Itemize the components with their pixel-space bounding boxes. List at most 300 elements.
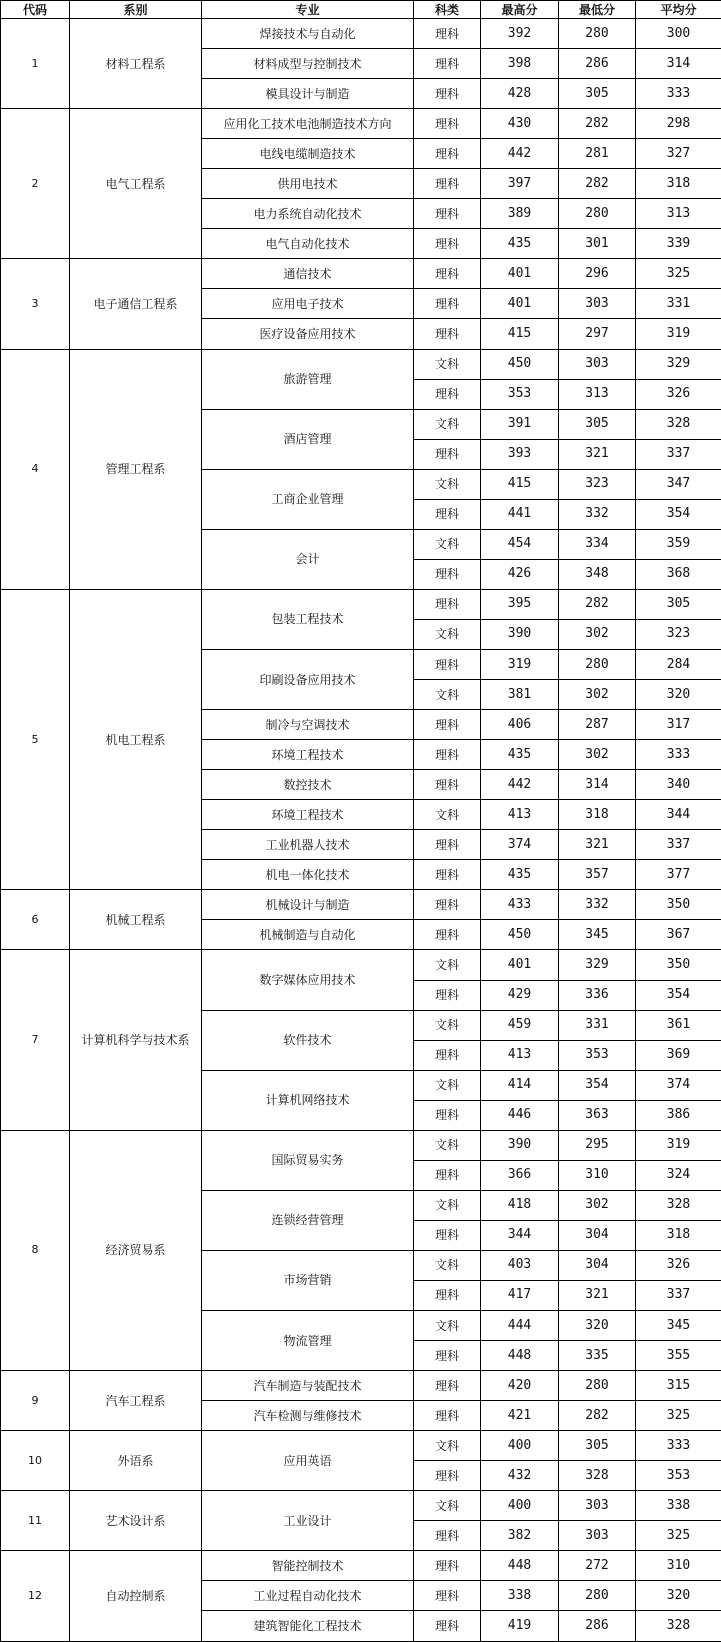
min-score-cell: 331 bbox=[559, 1010, 636, 1040]
min-score-cell: 348 bbox=[559, 559, 636, 589]
major-name-cell: 会计 bbox=[202, 529, 414, 589]
department-name-cell: 电气工程系 bbox=[70, 109, 202, 259]
min-score-cell: 303 bbox=[559, 289, 636, 319]
max-score-cell: 454 bbox=[481, 529, 559, 559]
min-score-cell: 305 bbox=[559, 1431, 636, 1461]
department-code-cell: 2 bbox=[1, 109, 70, 259]
avg-score-cell: 368 bbox=[636, 559, 721, 589]
max-score-cell: 415 bbox=[481, 469, 559, 499]
min-score-cell: 302 bbox=[559, 619, 636, 649]
subject-type-cell: 文科 bbox=[414, 800, 481, 830]
min-score-cell: 328 bbox=[559, 1461, 636, 1491]
subject-type-cell: 文科 bbox=[414, 619, 481, 649]
avg-score-cell: 325 bbox=[636, 259, 721, 289]
min-score-cell: 354 bbox=[559, 1070, 636, 1100]
subject-type-cell: 理科 bbox=[414, 259, 481, 289]
max-score-cell: 389 bbox=[481, 199, 559, 229]
major-name-cell: 工商企业管理 bbox=[202, 469, 414, 529]
subject-type-cell: 理科 bbox=[414, 199, 481, 229]
header-major: 专业 bbox=[202, 1, 414, 19]
subject-type-cell: 文科 bbox=[414, 349, 481, 379]
major-name-cell: 机械制造与自动化 bbox=[202, 920, 414, 950]
max-score-cell: 395 bbox=[481, 589, 559, 619]
avg-score-cell: 318 bbox=[636, 169, 721, 199]
avg-score-cell: 317 bbox=[636, 710, 721, 740]
max-score-cell: 414 bbox=[481, 1070, 559, 1100]
max-score-cell: 433 bbox=[481, 890, 559, 920]
max-score-cell: 442 bbox=[481, 770, 559, 800]
subject-type-cell: 理科 bbox=[414, 589, 481, 619]
avg-score-cell: 325 bbox=[636, 1521, 721, 1551]
min-score-cell: 304 bbox=[559, 1220, 636, 1250]
max-score-cell: 406 bbox=[481, 710, 559, 740]
avg-score-cell: 284 bbox=[636, 649, 721, 679]
avg-score-cell: 319 bbox=[636, 1130, 721, 1160]
min-score-cell: 305 bbox=[559, 79, 636, 109]
min-score-cell: 282 bbox=[559, 169, 636, 199]
max-score-cell: 432 bbox=[481, 1461, 559, 1491]
department-name-cell: 管理工程系 bbox=[70, 349, 202, 589]
major-name-cell: 汽车制造与装配技术 bbox=[202, 1371, 414, 1401]
major-name-cell: 旅游管理 bbox=[202, 349, 414, 409]
avg-score-cell: 337 bbox=[636, 830, 721, 860]
min-score-cell: 334 bbox=[559, 529, 636, 559]
major-name-cell: 酒店管理 bbox=[202, 409, 414, 469]
subject-type-cell: 理科 bbox=[414, 439, 481, 469]
subject-type-cell: 文科 bbox=[414, 1250, 481, 1280]
department-code-cell: 11 bbox=[1, 1491, 70, 1551]
avg-score-cell: 305 bbox=[636, 589, 721, 619]
max-score-cell: 442 bbox=[481, 139, 559, 169]
department-code-cell: 12 bbox=[1, 1551, 70, 1642]
department-name-cell: 外语系 bbox=[70, 1431, 202, 1491]
min-score-cell: 335 bbox=[559, 1341, 636, 1371]
subject-type-cell: 理科 bbox=[414, 109, 481, 139]
subject-type-cell: 理科 bbox=[414, 649, 481, 679]
min-score-cell: 323 bbox=[559, 469, 636, 499]
table-header bbox=[1, 1, 721, 19]
min-score-cell: 310 bbox=[559, 1160, 636, 1190]
subject-type-cell: 理科 bbox=[414, 710, 481, 740]
max-score-cell: 435 bbox=[481, 860, 559, 890]
major-name-cell: 计算机网络技术 bbox=[202, 1070, 414, 1130]
min-score-cell: 282 bbox=[559, 1401, 636, 1431]
avg-score-cell: 323 bbox=[636, 619, 721, 649]
subject-type-cell: 理科 bbox=[414, 229, 481, 259]
avg-score-cell: 361 bbox=[636, 1010, 721, 1040]
max-score-cell: 397 bbox=[481, 169, 559, 199]
table-row bbox=[1, 1551, 721, 1581]
max-score-cell: 381 bbox=[481, 680, 559, 710]
avg-score-cell: 345 bbox=[636, 1311, 721, 1341]
max-score-cell: 448 bbox=[481, 1341, 559, 1371]
header-avg-score: 平均分 bbox=[636, 1, 721, 19]
min-score-cell: 321 bbox=[559, 830, 636, 860]
avg-score-cell: 318 bbox=[636, 1220, 721, 1250]
subject-type-cell: 理科 bbox=[414, 169, 481, 199]
subject-type-cell: 理科 bbox=[414, 19, 481, 49]
major-name-cell: 应用电子技术 bbox=[202, 289, 414, 319]
subject-type-cell: 文科 bbox=[414, 1491, 481, 1521]
min-score-cell: 305 bbox=[559, 409, 636, 439]
major-name-cell: 焊接技术与自动化 bbox=[202, 19, 414, 49]
major-name-cell: 模具设计与制造 bbox=[202, 79, 414, 109]
subject-type-cell: 文科 bbox=[414, 1010, 481, 1040]
avg-score-cell: 350 bbox=[636, 950, 721, 980]
min-score-cell: 304 bbox=[559, 1250, 636, 1280]
min-score-cell: 280 bbox=[559, 19, 636, 49]
subject-type-cell: 文科 bbox=[414, 1130, 481, 1160]
min-score-cell: 357 bbox=[559, 860, 636, 890]
avg-score-cell: 310 bbox=[636, 1551, 721, 1581]
avg-score-cell: 326 bbox=[636, 1250, 721, 1280]
avg-score-cell: 333 bbox=[636, 79, 721, 109]
min-score-cell: 287 bbox=[559, 710, 636, 740]
min-score-cell: 332 bbox=[559, 890, 636, 920]
avg-score-cell: 328 bbox=[636, 409, 721, 439]
major-name-cell: 工业机器人技术 bbox=[202, 830, 414, 860]
table-row bbox=[1, 1491, 721, 1521]
min-score-cell: 282 bbox=[559, 109, 636, 139]
subject-type-cell: 理科 bbox=[414, 740, 481, 770]
major-name-cell: 通信技术 bbox=[202, 259, 414, 289]
subject-type-cell: 理科 bbox=[414, 1521, 481, 1551]
avg-score-cell: 374 bbox=[636, 1070, 721, 1100]
max-score-cell: 401 bbox=[481, 259, 559, 289]
max-score-cell: 382 bbox=[481, 1521, 559, 1551]
header-max-score: 最高分 bbox=[481, 1, 559, 19]
department-name-cell: 电子通信工程系 bbox=[70, 259, 202, 349]
subject-type-cell: 理科 bbox=[414, 49, 481, 79]
max-score-cell: 415 bbox=[481, 319, 559, 349]
subject-type-cell: 理科 bbox=[414, 1611, 481, 1642]
major-name-cell: 材料成型与控制技术 bbox=[202, 49, 414, 79]
max-score-cell: 403 bbox=[481, 1250, 559, 1280]
min-score-cell: 296 bbox=[559, 259, 636, 289]
avg-score-cell: 338 bbox=[636, 1491, 721, 1521]
max-score-cell: 450 bbox=[481, 349, 559, 379]
table-row bbox=[1, 589, 721, 619]
department-name-cell: 机械工程系 bbox=[70, 890, 202, 950]
major-name-cell: 汽车检测与维修技术 bbox=[202, 1401, 414, 1431]
avg-score-cell: 314 bbox=[636, 49, 721, 79]
max-score-cell: 430 bbox=[481, 109, 559, 139]
major-name-cell: 应用化工技术电池制造技术方向 bbox=[202, 109, 414, 139]
avg-score-cell: 367 bbox=[636, 920, 721, 950]
major-name-cell: 电线电缆制造技术 bbox=[202, 139, 414, 169]
min-score-cell: 303 bbox=[559, 349, 636, 379]
max-score-cell: 400 bbox=[481, 1431, 559, 1461]
major-name-cell: 机械设计与制造 bbox=[202, 890, 414, 920]
major-name-cell: 印刷设备应用技术 bbox=[202, 649, 414, 709]
max-score-cell: 344 bbox=[481, 1220, 559, 1250]
max-score-cell: 366 bbox=[481, 1160, 559, 1190]
department-code-cell: 4 bbox=[1, 349, 70, 589]
avg-score-cell: 333 bbox=[636, 740, 721, 770]
table-row bbox=[1, 19, 721, 49]
subject-type-cell: 文科 bbox=[414, 1431, 481, 1461]
department-name-cell: 汽车工程系 bbox=[70, 1371, 202, 1431]
min-score-cell: 302 bbox=[559, 680, 636, 710]
max-score-cell: 420 bbox=[481, 1371, 559, 1401]
avg-score-cell: 369 bbox=[636, 1040, 721, 1070]
avg-score-cell: 331 bbox=[636, 289, 721, 319]
department-code-cell: 7 bbox=[1, 950, 70, 1130]
table-row bbox=[1, 890, 721, 920]
min-score-cell: 301 bbox=[559, 229, 636, 259]
subject-type-cell: 理科 bbox=[414, 379, 481, 409]
subject-type-cell: 理科 bbox=[414, 980, 481, 1010]
avg-score-cell: 340 bbox=[636, 770, 721, 800]
department-code-cell: 10 bbox=[1, 1431, 70, 1491]
major-name-cell: 物流管理 bbox=[202, 1311, 414, 1371]
avg-score-cell: 325 bbox=[636, 1401, 721, 1431]
subject-type-cell: 理科 bbox=[414, 559, 481, 589]
department-code-cell: 6 bbox=[1, 890, 70, 950]
avg-score-cell: 333 bbox=[636, 1431, 721, 1461]
avg-score-cell: 327 bbox=[636, 139, 721, 169]
subject-type-cell: 理科 bbox=[414, 1100, 481, 1130]
subject-type-cell: 理科 bbox=[414, 499, 481, 529]
avg-score-cell: 329 bbox=[636, 349, 721, 379]
avg-score-cell: 326 bbox=[636, 379, 721, 409]
avg-score-cell: 337 bbox=[636, 439, 721, 469]
max-score-cell: 390 bbox=[481, 1130, 559, 1160]
subject-type-cell: 理科 bbox=[414, 860, 481, 890]
avg-score-cell: 386 bbox=[636, 1100, 721, 1130]
max-score-cell: 338 bbox=[481, 1581, 559, 1611]
subject-type-cell: 理科 bbox=[414, 319, 481, 349]
major-name-cell: 智能控制技术 bbox=[202, 1551, 414, 1581]
max-score-cell: 374 bbox=[481, 830, 559, 860]
avg-score-cell: 344 bbox=[636, 800, 721, 830]
min-score-cell: 282 bbox=[559, 589, 636, 619]
min-score-cell: 332 bbox=[559, 499, 636, 529]
major-name-cell: 机电一体化技术 bbox=[202, 860, 414, 890]
table-row bbox=[1, 1371, 721, 1401]
department-name-cell: 自动控制系 bbox=[70, 1551, 202, 1642]
max-score-cell: 435 bbox=[481, 229, 559, 259]
min-score-cell: 320 bbox=[559, 1311, 636, 1341]
header-code: 代码 bbox=[1, 1, 70, 19]
avg-score-cell: 377 bbox=[636, 860, 721, 890]
subject-type-cell: 文科 bbox=[414, 469, 481, 499]
avg-score-cell: 347 bbox=[636, 469, 721, 499]
avg-score-cell: 298 bbox=[636, 109, 721, 139]
department-name-cell: 机电工程系 bbox=[70, 589, 202, 889]
subject-type-cell: 文科 bbox=[414, 1311, 481, 1341]
min-score-cell: 302 bbox=[559, 1190, 636, 1220]
department-name-cell: 艺术设计系 bbox=[70, 1491, 202, 1551]
subject-type-cell: 文科 bbox=[414, 950, 481, 980]
max-score-cell: 459 bbox=[481, 1010, 559, 1040]
subject-type-cell: 理科 bbox=[414, 890, 481, 920]
subject-type-cell: 文科 bbox=[414, 1070, 481, 1100]
min-score-cell: 297 bbox=[559, 319, 636, 349]
max-score-cell: 401 bbox=[481, 950, 559, 980]
major-name-cell: 数控技术 bbox=[202, 770, 414, 800]
major-name-cell: 软件技术 bbox=[202, 1010, 414, 1070]
max-score-cell: 429 bbox=[481, 980, 559, 1010]
major-name-cell: 环境工程技术 bbox=[202, 800, 414, 830]
max-score-cell: 428 bbox=[481, 79, 559, 109]
max-score-cell: 417 bbox=[481, 1280, 559, 1310]
subject-type-cell: 文科 bbox=[414, 1190, 481, 1220]
max-score-cell: 448 bbox=[481, 1551, 559, 1581]
min-score-cell: 286 bbox=[559, 1611, 636, 1642]
major-name-cell: 工业过程自动化技术 bbox=[202, 1581, 414, 1611]
min-score-cell: 321 bbox=[559, 1280, 636, 1310]
department-name-cell: 计算机科学与技术系 bbox=[70, 950, 202, 1130]
major-name-cell: 电力系统自动化技术 bbox=[202, 199, 414, 229]
avg-score-cell: 337 bbox=[636, 1280, 721, 1310]
max-score-cell: 446 bbox=[481, 1100, 559, 1130]
major-name-cell: 医疗设备应用技术 bbox=[202, 319, 414, 349]
table-body bbox=[1, 19, 721, 1642]
subject-type-cell: 理科 bbox=[414, 139, 481, 169]
major-name-cell: 制冷与空调技术 bbox=[202, 710, 414, 740]
min-score-cell: 321 bbox=[559, 439, 636, 469]
department-code-cell: 8 bbox=[1, 1130, 70, 1370]
min-score-cell: 318 bbox=[559, 800, 636, 830]
max-score-cell: 413 bbox=[481, 800, 559, 830]
avg-score-cell: 339 bbox=[636, 229, 721, 259]
max-score-cell: 426 bbox=[481, 559, 559, 589]
min-score-cell: 280 bbox=[559, 1581, 636, 1611]
max-score-cell: 400 bbox=[481, 1491, 559, 1521]
min-score-cell: 336 bbox=[559, 980, 636, 1010]
major-name-cell: 数字媒体应用技术 bbox=[202, 950, 414, 1010]
avg-score-cell: 315 bbox=[636, 1371, 721, 1401]
avg-score-cell: 354 bbox=[636, 499, 721, 529]
department-code-cell: 9 bbox=[1, 1371, 70, 1431]
major-name-cell: 环境工程技术 bbox=[202, 740, 414, 770]
subject-type-cell: 理科 bbox=[414, 1040, 481, 1070]
avg-score-cell: 355 bbox=[636, 1341, 721, 1371]
min-score-cell: 353 bbox=[559, 1040, 636, 1070]
min-score-cell: 302 bbox=[559, 740, 636, 770]
avg-score-cell: 328 bbox=[636, 1611, 721, 1642]
avg-score-cell: 328 bbox=[636, 1190, 721, 1220]
subject-type-cell: 理科 bbox=[414, 1280, 481, 1310]
avg-score-cell: 354 bbox=[636, 980, 721, 1010]
max-score-cell: 390 bbox=[481, 619, 559, 649]
department-name-cell: 经济贸易系 bbox=[70, 1130, 202, 1370]
avg-score-cell: 320 bbox=[636, 1581, 721, 1611]
subject-type-cell: 理科 bbox=[414, 79, 481, 109]
max-score-cell: 392 bbox=[481, 19, 559, 49]
max-score-cell: 401 bbox=[481, 289, 559, 319]
min-score-cell: 314 bbox=[559, 770, 636, 800]
major-name-cell: 包装工程技术 bbox=[202, 589, 414, 649]
major-name-cell: 建筑智能化工程技术 bbox=[202, 1611, 414, 1642]
major-name-cell: 连锁经营管理 bbox=[202, 1190, 414, 1250]
min-score-cell: 303 bbox=[559, 1491, 636, 1521]
subject-type-cell: 理科 bbox=[414, 1551, 481, 1581]
subject-type-cell: 理科 bbox=[414, 770, 481, 800]
subject-type-cell: 理科 bbox=[414, 289, 481, 319]
subject-type-cell: 理科 bbox=[414, 920, 481, 950]
table-row bbox=[1, 1431, 721, 1461]
department-code-cell: 3 bbox=[1, 259, 70, 349]
max-score-cell: 398 bbox=[481, 49, 559, 79]
header-department: 系别 bbox=[70, 1, 202, 19]
max-score-cell: 419 bbox=[481, 1611, 559, 1642]
min-score-cell: 295 bbox=[559, 1130, 636, 1160]
subject-type-cell: 理科 bbox=[414, 830, 481, 860]
avg-score-cell: 359 bbox=[636, 529, 721, 559]
max-score-cell: 421 bbox=[481, 1401, 559, 1431]
avg-score-cell: 324 bbox=[636, 1160, 721, 1190]
max-score-cell: 413 bbox=[481, 1040, 559, 1070]
subject-type-cell: 理科 bbox=[414, 1401, 481, 1431]
subject-type-cell: 理科 bbox=[414, 1581, 481, 1611]
min-score-cell: 329 bbox=[559, 950, 636, 980]
subject-type-cell: 理科 bbox=[414, 1160, 481, 1190]
header-subject-type: 科类 bbox=[414, 1, 481, 19]
table-row bbox=[1, 1130, 721, 1160]
subject-type-cell: 文科 bbox=[414, 529, 481, 559]
min-score-cell: 313 bbox=[559, 379, 636, 409]
max-score-cell: 393 bbox=[481, 439, 559, 469]
major-name-cell: 国际贸易实务 bbox=[202, 1130, 414, 1190]
min-score-cell: 303 bbox=[559, 1521, 636, 1551]
subject-type-cell: 文科 bbox=[414, 680, 481, 710]
avg-score-cell: 319 bbox=[636, 319, 721, 349]
department-code-cell: 1 bbox=[1, 19, 70, 109]
subject-type-cell: 文科 bbox=[414, 409, 481, 439]
min-score-cell: 286 bbox=[559, 49, 636, 79]
max-score-cell: 435 bbox=[481, 740, 559, 770]
min-score-cell: 280 bbox=[559, 649, 636, 679]
header-row bbox=[1, 1, 721, 19]
department-name-cell: 材料工程系 bbox=[70, 19, 202, 109]
major-name-cell: 供用电技术 bbox=[202, 169, 414, 199]
max-score-cell: 353 bbox=[481, 379, 559, 409]
min-score-cell: 272 bbox=[559, 1551, 636, 1581]
avg-score-cell: 353 bbox=[636, 1461, 721, 1491]
subject-type-cell: 理科 bbox=[414, 1461, 481, 1491]
subject-type-cell: 理科 bbox=[414, 1371, 481, 1401]
department-code-cell: 5 bbox=[1, 589, 70, 889]
avg-score-cell: 300 bbox=[636, 19, 721, 49]
min-score-cell: 363 bbox=[559, 1100, 636, 1130]
max-score-cell: 441 bbox=[481, 499, 559, 529]
max-score-cell: 418 bbox=[481, 1190, 559, 1220]
avg-score-cell: 320 bbox=[636, 680, 721, 710]
min-score-cell: 280 bbox=[559, 199, 636, 229]
max-score-cell: 319 bbox=[481, 649, 559, 679]
max-score-cell: 391 bbox=[481, 409, 559, 439]
subject-type-cell: 理科 bbox=[414, 1341, 481, 1371]
major-name-cell: 电气自动化技术 bbox=[202, 229, 414, 259]
major-name-cell: 市场营销 bbox=[202, 1250, 414, 1310]
subject-type-cell: 理科 bbox=[414, 1220, 481, 1250]
avg-score-cell: 313 bbox=[636, 199, 721, 229]
min-score-cell: 345 bbox=[559, 920, 636, 950]
header-min-score: 最低分 bbox=[559, 1, 636, 19]
max-score-cell: 444 bbox=[481, 1311, 559, 1341]
major-name-cell: 工业设计 bbox=[202, 1491, 414, 1551]
table-row bbox=[1, 109, 721, 139]
avg-score-cell: 350 bbox=[636, 890, 721, 920]
major-name-cell: 应用英语 bbox=[202, 1431, 414, 1491]
table-row bbox=[1, 259, 721, 289]
table-row bbox=[1, 349, 721, 379]
min-score-cell: 281 bbox=[559, 139, 636, 169]
min-score-cell: 280 bbox=[559, 1371, 636, 1401]
table-row bbox=[1, 950, 721, 980]
